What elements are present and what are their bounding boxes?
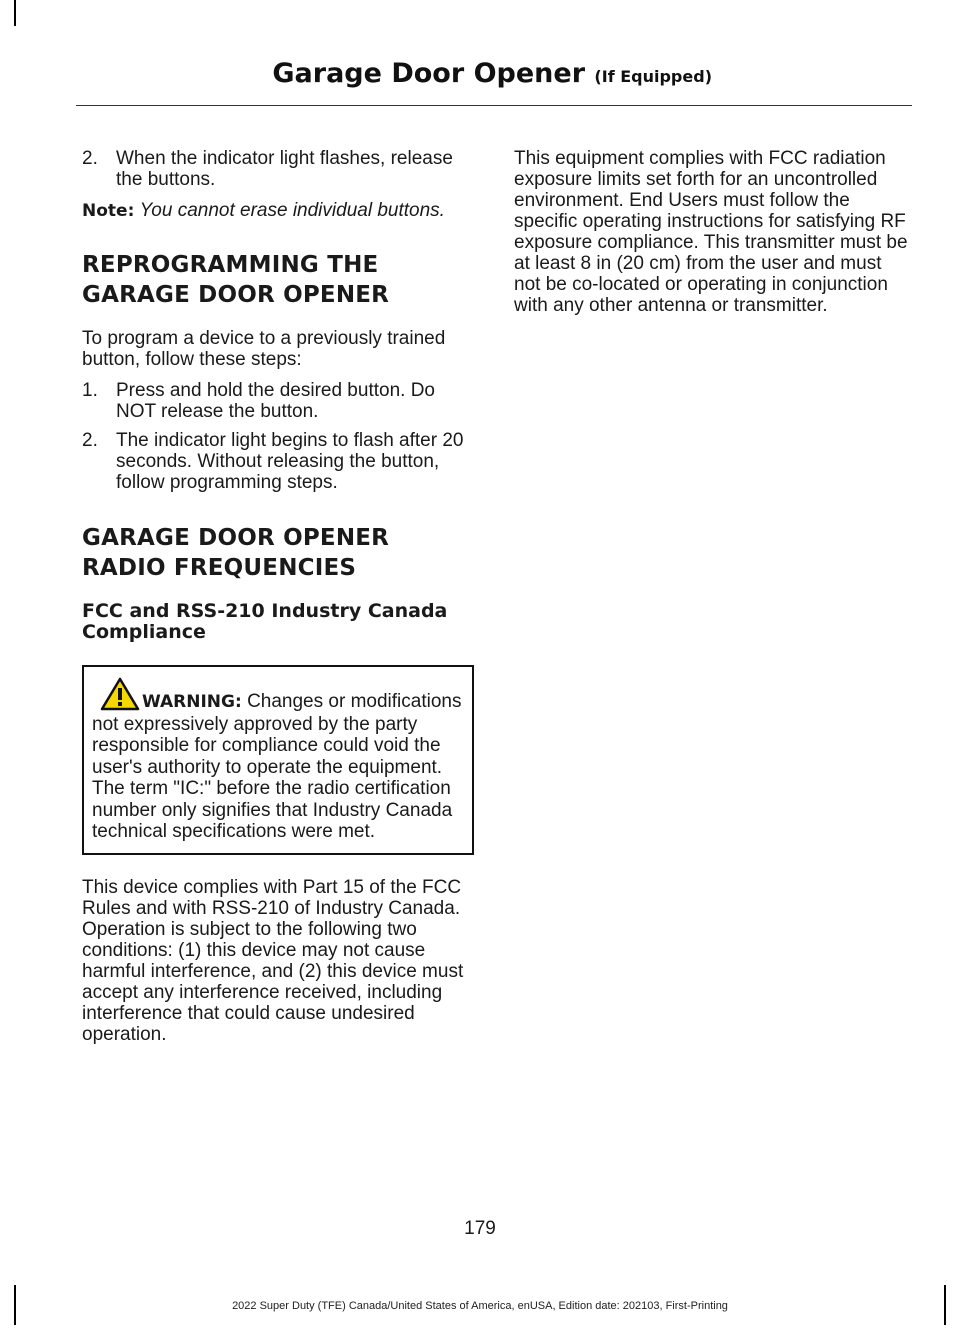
crop-mark-top-left	[14, 0, 16, 26]
step-number: 1.	[82, 380, 98, 401]
header-rule	[76, 105, 912, 106]
warning-label: WARNING:	[142, 692, 242, 712]
page-header	[272, 58, 712, 89]
reprogram-intro: To program a device to a previously trained button, follow these steps:	[82, 328, 446, 370]
radio-heading	[82, 523, 474, 583]
step-number: 2.	[82, 148, 98, 169]
step-text: The indicator light begins to flash after 20 seconds. Without releasing the button, follow programming steps.	[116, 430, 464, 493]
list-item	[82, 148, 474, 190]
list-item	[82, 380, 474, 422]
reprogram-heading-line1: REPROGRAMMING THE	[82, 252, 379, 278]
step-text: When the indicator light flashes, release the buttons.	[116, 148, 453, 190]
left-column	[82, 148, 474, 1045]
warning-box	[82, 665, 474, 855]
radio-heading-line2: RADIO FREQUENCIES	[82, 555, 357, 581]
page-number: 179	[464, 1218, 496, 1239]
warning-text: Changes or modifications not expressively approved by the party responsible for compliance could void the user's authority to operate the equipment. The term "IC:" before the radio certification number only signifies that Industry Canada technical specifications were met.	[92, 691, 462, 842]
step-text: Press and hold the desired button. Do NOT release the button.	[116, 380, 435, 422]
warning-triangle-icon	[100, 677, 140, 711]
header-suffix: (If Equipped)	[594, 67, 712, 86]
compliance-text: This device complies with Part 15 of the FCC Rules and with RSS-210 of Industry Canada. Operation is subject to the following two conditions: (1) this device may not cause harmful interference, and (2) this device must accept any interference received, including interference that could cause undesired operation.	[82, 876, 464, 1045]
right-column	[514, 148, 910, 316]
step-number: 2.	[82, 430, 98, 451]
fcc-subheading: FCC and RSS-210 Industry Canada Compliance	[82, 600, 448, 643]
rf-exposure-text: This equipment complies with FCC radiation exposure limits set forth for an uncontrolled environment. End Users must follow the specific operating instructions for satisfying RF exposure compliance. This transmitter must be at least 8 in (20 cm) from the user and must not be co-located or operating in conjunction with any other antenna or transmitter.	[514, 148, 908, 316]
reprogram-heading-line2: GARAGE DOOR OPENER	[82, 282, 390, 308]
reprogram-heading	[82, 250, 474, 310]
header-title: Garage Door Opener	[272, 58, 586, 89]
note	[82, 200, 474, 222]
note-label: Note:	[82, 201, 135, 221]
note-text: You cannot erase individual buttons.	[139, 200, 445, 221]
list-item	[82, 430, 474, 493]
radio-heading-line1: GARAGE DOOR OPENER	[82, 525, 390, 551]
footer: 2022 Super Duty (TFE) Canada/United States of America, enUSA, Edition date: 202103, First-Printing	[232, 1300, 728, 1312]
